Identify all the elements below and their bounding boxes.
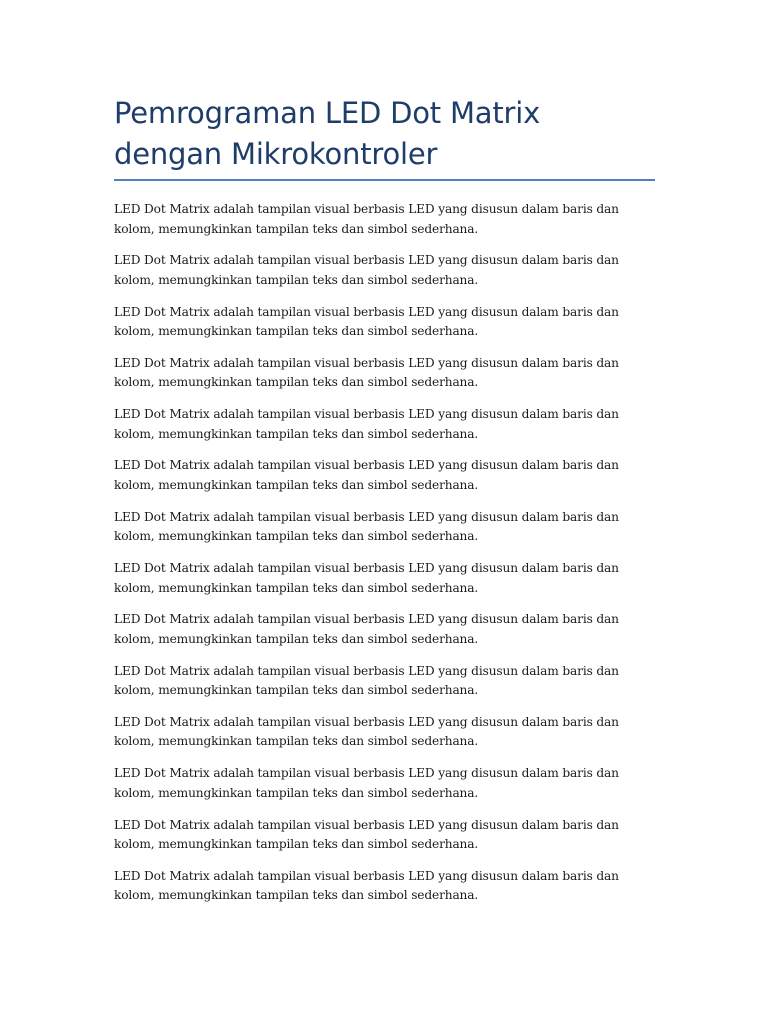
body-paragraph: LED Dot Matrix adalah tampilan visual berbasis LED yang disusun dalam baris dan kolom, memungkinkan tampilan teks dan simbol sederhana. xyxy=(114,458,619,492)
body-paragraph: LED Dot Matrix adalah tampilan visual berbasis LED yang disusun dalam baris dan kolom, memungkinkan tampilan teks dan simbol sederhana. xyxy=(114,766,619,800)
body-paragraph: LED Dot Matrix adalah tampilan visual berbasis LED yang disusun dalam baris dan kolom, memungkinkan tampilan teks dan simbol sederhana. xyxy=(114,202,619,236)
body-paragraph: LED Dot Matrix adalah tampilan visual berbasis LED yang disusun dalam baris dan kolom, memungkinkan tampilan teks dan simbol sederhana. xyxy=(114,561,619,595)
body-paragraph: LED Dot Matrix adalah tampilan visual berbasis LED yang disusun dalam baris dan kolom, memungkinkan tampilan teks dan simbol sederhana. xyxy=(114,304,619,339)
document-title: Pemrograman LED Dot Matrix dengan Mikrokontroler xyxy=(114,96,541,171)
body-paragraph: LED Dot Matrix adalah tampilan visual berbasis LED yang disusun dalam baris dan kolom, memungkinkan tampilan teks dan simbol sederhana. xyxy=(114,817,619,852)
title-underline xyxy=(114,179,655,181)
body-paragraph: LED Dot Matrix adalah tampilan visual berbasis LED yang disusun dalam baris dan kolom, memungkinkan tampilan teks dan simbol sederhana. xyxy=(114,663,619,698)
body-paragraph: LED Dot Matrix adalah tampilan visual berbasis LED yang disusun dalam baris dan kolom, memungkinkan tampilan teks dan simbol sederhana. xyxy=(114,868,619,903)
document-body xyxy=(114,200,659,918)
body-paragraph: LED Dot Matrix adalah tampilan visual berbasis LED yang disusun dalam baris dan kolom, memungkinkan tampilan teks dan simbol sederhana. xyxy=(114,355,619,390)
body-paragraph: LED Dot Matrix adalah tampilan visual berbasis LED yang disusun dalam baris dan kolom, memungkinkan tampilan teks dan simbol sederhana. xyxy=(114,253,619,287)
body-paragraph: LED Dot Matrix adalah tampilan visual berbasis LED yang disusun dalam baris dan kolom, memungkinkan tampilan teks dan simbol sederhana. xyxy=(114,714,619,749)
body-paragraph: LED Dot Matrix adalah tampilan visual berbasis LED yang disusun dalam baris dan kolom, memungkinkan tampilan teks dan simbol sederhana. xyxy=(114,407,619,441)
body-paragraph: LED Dot Matrix adalah tampilan visual berbasis LED yang disusun dalam baris dan kolom, memungkinkan tampilan teks dan simbol sederhana. xyxy=(114,612,619,646)
body-paragraph: LED Dot Matrix adalah tampilan visual berbasis LED yang disusun dalam baris dan kolom, memungkinkan tampilan teks dan simbol sederhana. xyxy=(114,509,619,544)
